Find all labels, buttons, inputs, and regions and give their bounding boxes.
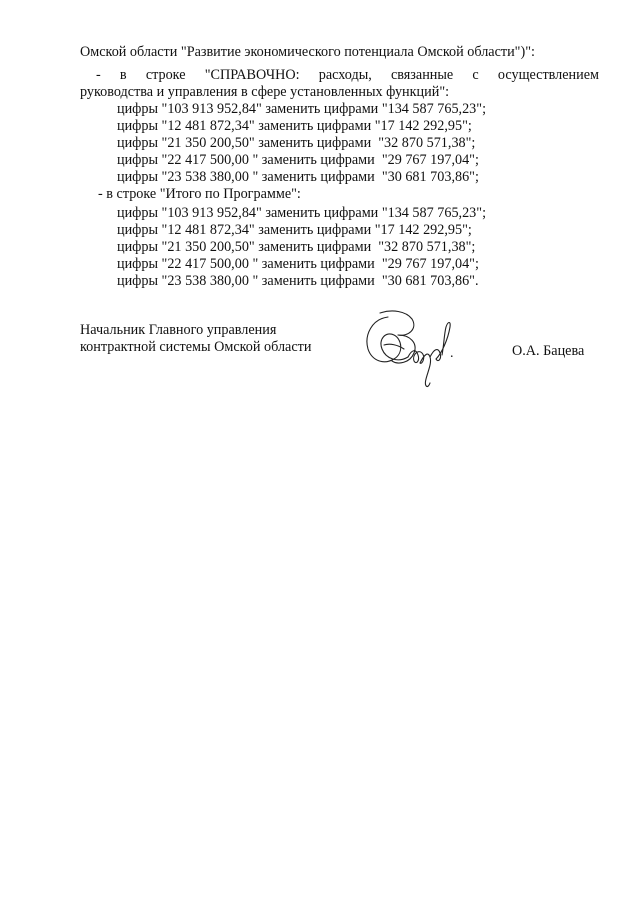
section1-item-1: цифры "103 913 952,84" заменить цифрами "134 587 765,23"; xyxy=(117,101,487,117)
section1-header-line1: - в строке "СПРАВОЧНО: расходы, связанные с осуществлением xyxy=(96,67,599,83)
section2-header: - в строке "Итого по Программе": xyxy=(98,186,301,202)
handwritten-signature xyxy=(358,305,468,395)
signature-dot: . xyxy=(450,346,454,361)
section1-header-line2: руководства и управления в сфере установленных функций": xyxy=(80,84,450,100)
section2-item-3: цифры "21 350 200,50" заменить цифрами "32 870 571,38"; xyxy=(117,239,476,255)
section2-item-2: цифры "12 481 872,34" заменить цифрами "17 142 292,95"; xyxy=(117,222,472,238)
signatory-name: О.А. Бацева xyxy=(512,343,585,359)
signatory-title-line1: Начальник Главного управления xyxy=(80,322,277,338)
section1-item-4: цифры "22 417 500,00 " заменить цифрами "29 767 197,04"; xyxy=(117,152,479,168)
section2-item-5: цифры "23 538 380,00 " заменить цифрами "30 681 703,86". xyxy=(117,273,479,289)
section1-item-3: цифры "21 350 200,50" заменить цифрами "32 870 571,38"; xyxy=(117,135,476,151)
intro-line: Омской области "Развитие экономического потенциала Омской области")": xyxy=(80,44,535,60)
section2-item-4: цифры "22 417 500,00 " заменить цифрами "29 767 197,04"; xyxy=(117,256,479,272)
signatory-title-line2: контрактной системы Омской области xyxy=(80,339,312,355)
section1-item-2: цифры "12 481 872,34" заменить цифрами "17 142 292,95"; xyxy=(117,118,472,134)
section2-item-1: цифры "103 913 952,84" заменить цифрами "134 587 765,23"; xyxy=(117,205,487,221)
section1-item-5: цифры "23 538 380,00 " заменить цифрами "30 681 703,86"; xyxy=(117,169,479,185)
